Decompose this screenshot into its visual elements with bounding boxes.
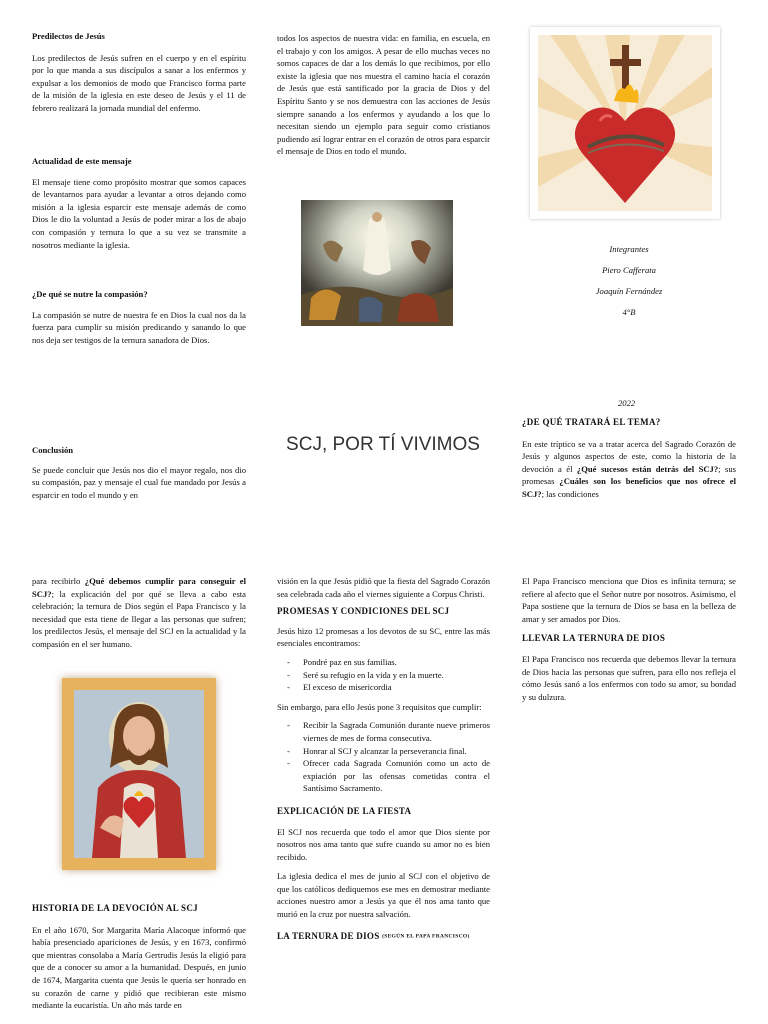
heading-llevar: LLEVAR LA TERNURA DE DIOS — [522, 633, 666, 644]
text-actualidad: El mensaje tiene como propósito mostrar que somos capaces de levantarnos para ayudar a levantar a otros dejando como misión a la iglesia esparcir este mensaje además de como Dios le dio la voluntad a Jesús de poder mirar a los de abajo con compasión y ternura lo que a su vez se transmite a nosotros mediante la iglesia. — [32, 176, 246, 250]
heading-actualidad: Actualidad de este mensaje — [32, 156, 132, 166]
heading-conclusion: Conclusión — [32, 445, 74, 455]
text-tema: En este tríptico se va a tratar acerca del Sagrado Corazón de Jesús y algunos aspectos de este, como la historia de la devoción a él ¿Qué sucesos están detrás del SCJ?; sus promesas ¿Cuáles son los beneficios que nos ofrece el SCJ?; las condiciones — [522, 438, 736, 499]
text-col2-intro: visión en la que Jesús pidió que la fiesta del Sagrado Corazón sea celebrada cada año el viernes siguiente a Corpus Christi. — [277, 576, 490, 599]
section-conclusion — [32, 444, 246, 501]
transfiguration-painting — [301, 200, 453, 326]
text-compasion: La compasión se nutre de nuestra fe en Dios la cual nos da la fuerza para cumplir su misión predicando y sanando lo que nos deja ser testigos de la ternura sanadora de Dios. — [32, 309, 246, 345]
integrantes-label: Integrantes — [609, 244, 649, 254]
jesus-portrait — [62, 678, 216, 870]
col2-page2 — [277, 575, 490, 943]
sacred-heart-cover — [530, 27, 720, 219]
grade: 4°B — [622, 307, 636, 317]
text-predilectos: Los predilectos de Jesús sufren en el cuerpo y en el espíritu por lo que manda a sus discípulos a sanar a los enfermos y expulsar a los demonios de modo que Francisco forma parte de la misión de la iglesia en este deseo de Jesús y el 11 de febrero realizará la jornada mundial del enfermo. — [32, 52, 246, 113]
section-historia — [32, 902, 246, 1012]
list-item: - Pondré paz en sus familias. — [303, 656, 490, 669]
text-requisitos: Sin embargo, para ello Jesús pone 3 requisitos que cumplir: — [277, 701, 482, 712]
text-llevar: El Papa Francisco nos recuerda que debemos llevar la ternura de Dios hacia las personas que sufren, para ello nos refleja el cómo Jesús sanó a los enfermos con todo su amor, su bondad y su dulzura. — [522, 653, 736, 702]
transfiguration-icon — [301, 200, 453, 326]
integrantes-block — [560, 239, 698, 323]
section-predilectos — [32, 30, 246, 115]
col3-page2 — [522, 575, 736, 703]
heading-predilectos: Predilectos de Jesús — [32, 31, 105, 41]
heading-historia: HISTORIA DE LA DEVOCIÓN AL SCJ — [32, 903, 198, 913]
text-conclusion: Se puede concluir que Jesús nos dio el mayor regalo, nos dio su compasión, paz y mensaje el cual fue mandado por Jesús a esparcir en todo el mundo y en — [32, 464, 246, 500]
list-item: - Honrar al SCJ y alcanzar la perseverancia final. — [303, 745, 490, 758]
text-promesas: Jesús hizo 12 promesas a los devotos de su SC, entre las más esenciales encontramos: — [277, 625, 490, 649]
text-historia: En el año 1670, Sor Margarita María Alacoque informó que había presenciado apariciones de Jesús, y en 1673, confirmó que mientras consolaba a María Gertrudis Jesús la eligió para que de a conocer su amor a la humanidad. Después, en junio de 1674, Margarita cuenta que Jesús le quería ser honrado en su corazón de carne y pidió que recibieran este mismo mediante la eucaristía. Un año más tarde en — [32, 924, 246, 1011]
heading-ternura: LA TERNURA DE DIOS (SEGÚN EL PAPA FRANCISCO) — [277, 930, 470, 941]
text-ternura: El Papa Francisco menciona que Dios es infinita ternura; se refiere al afecto que el Señor nutre por nosotros. Asimismo, el Papa sostiene que la ternura de Dios se basa en la belleza de amar y ser amados por Dios. — [522, 576, 736, 624]
text-middle: todos los aspectos de nuestra vida: en familia, en escuela, en el trabajo y con los amigos. A pesar de ello muchas veces no somos capaces de dar a los demás lo que recibimos, por ello existe la iglesia que nos muestra el camino hacia el corazón de Jesús que está santificado por la gracia de Dios y del Espíritu Santo y se nos demuestra con las acciones de Jesús siempre sanando a los enfermos y ayudando a los que lo necesitan siendo un ejemplo para seguir como cristianos pudiendo así lograr entrar en el corazón de otros para esparcir el mensaje de Dios en todo el mundo. — [277, 33, 490, 157]
section-tema — [522, 416, 736, 501]
text-explicacion-1: El SCJ nos recuerda que todo el amor que Dios siente por nosotros nos ama tanto que sufre cuando su amor no es bien recibido. — [277, 826, 490, 862]
jesus-icon — [62, 678, 216, 870]
section-compasion — [32, 288, 246, 346]
sacred-heart-icon — [530, 27, 720, 219]
list-item: - Seré su refugio en la vida y en la muerte. — [303, 669, 490, 682]
text-explicacion-2: La iglesia dedica el mes de junio al SCJ con el objetivo de que los católicos dediquemos ese mes en demostrar mediante acciones nuestro amor a Jesús ya que él nos ama tanto que murió en la cruz por nuestra salvación. — [277, 871, 490, 920]
heading-compasion: ¿De qué se nutre la compasión? — [32, 289, 148, 299]
list-item: - Recibir la Sagrada Comunión durante nueve primeros viernes de mes de forma consecutiva. — [303, 719, 490, 744]
heading-promesas: PROMESAS Y CONDICIONES DEL SCJ — [277, 606, 450, 617]
heading-explicacion: EXPLICACIÓN DE LA FIESTA — [277, 805, 412, 816]
integrante-2: Joaquín Fernández — [595, 286, 663, 296]
heading-tema: ¿DE QUÉ TRATARÁ EL TEMA? — [522, 417, 661, 427]
middle-column-text — [277, 32, 490, 158]
requisitos-list — [277, 719, 490, 795]
cover-title: SCJ, POR TÍ VIVIMOS — [286, 434, 480, 455]
section-actualidad — [32, 155, 246, 251]
list-item: - Ofrecer cada Sagrada Comunión como un acto de expiación por las ofensas cometidas contra el Santísimo Sacramento. — [303, 757, 490, 795]
col1-top-text: para recibirlo ¿Qué debemos cumplir para conseguir el SCJ?; la explicación del por qué se lleva a cabo esta celebración; la ternura de Dios según el Papa Francisco y la necesidad que esta tiene de llegar a las personas que sufren; los predilectos Jesús, el mensaje del SCJ en la actualidad y la compasión en el ser humano. — [32, 576, 246, 649]
year: 2022 — [618, 398, 636, 408]
integrante-1: Piero Cafferata — [602, 265, 656, 275]
promesas-list — [277, 656, 490, 694]
list-item: - El exceso de misericordia — [303, 681, 490, 694]
